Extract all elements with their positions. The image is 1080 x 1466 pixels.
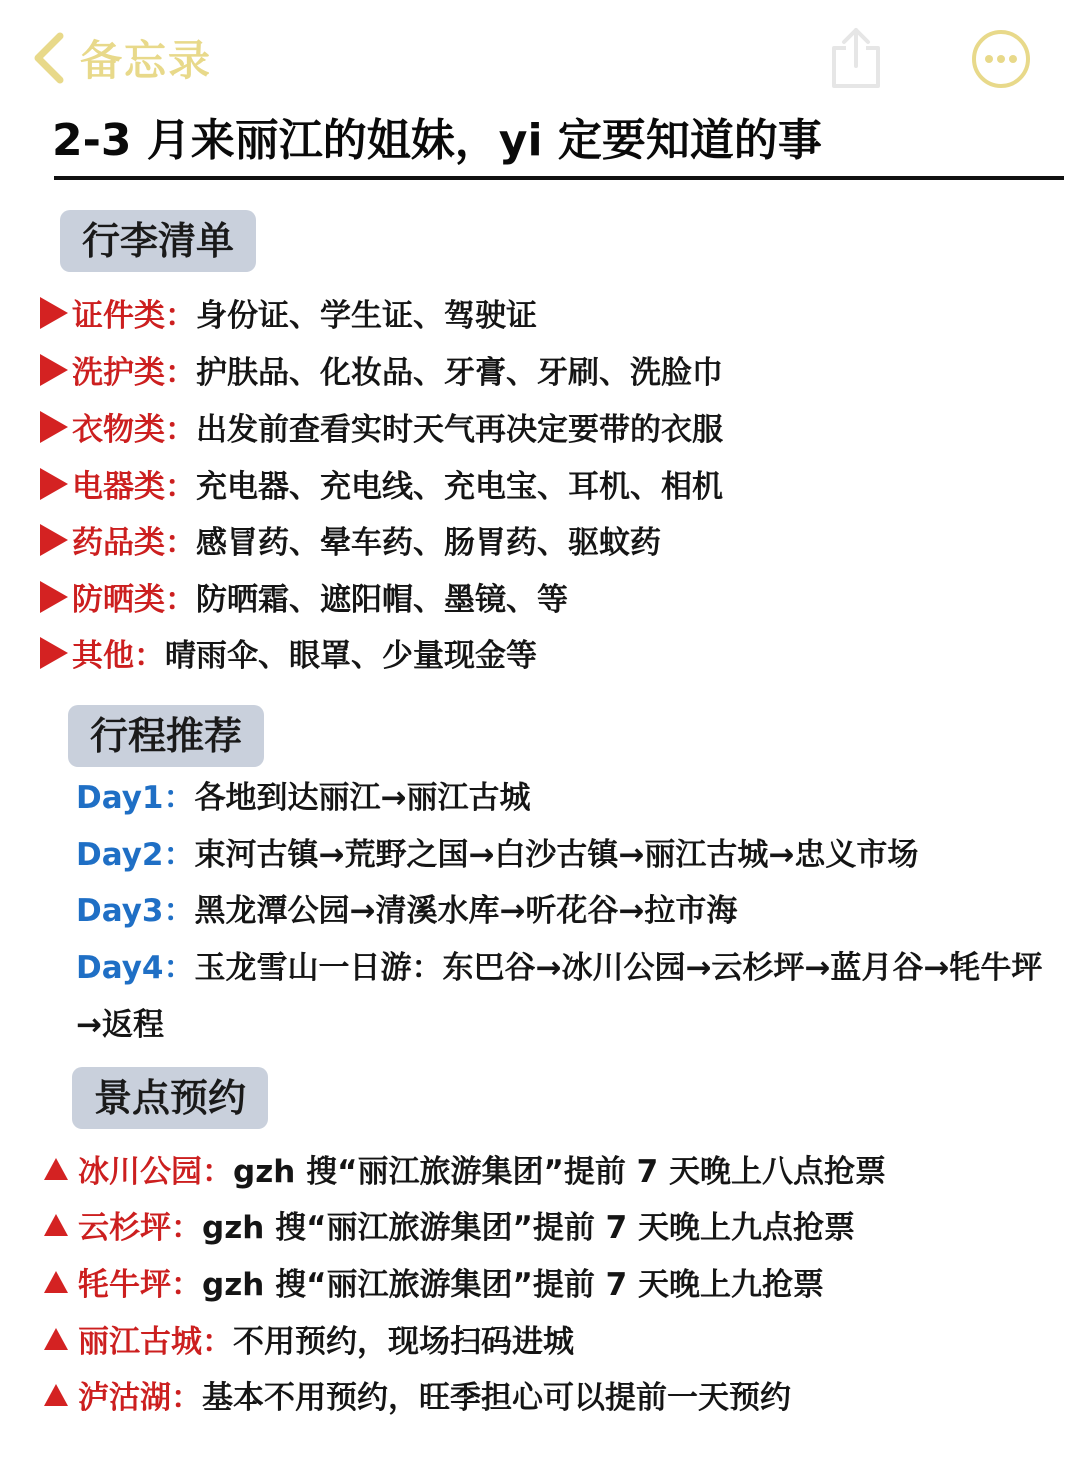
item-value: gzh 搜“丽江旅游集团”提前 7 天晚上九点抢票 [202,1210,855,1246]
back-button[interactable] [30,28,212,88]
section-heading-booking: 景点预约 [72,1067,268,1129]
item-category: 药品类： [72,525,196,561]
more-icon [970,28,1032,90]
title-divider [54,176,1064,180]
item-value: 防晒霜、遮阳帽、墨镜、等 [196,582,568,618]
item-category: 证件类： [72,298,196,334]
section-heading-itinerary: 行程推荐 [68,705,264,767]
item-value: 充电器、充电线、充电宝、耳机、相机 [196,469,723,505]
list-item [40,517,661,562]
triangle-right-icon [40,524,68,556]
list-item [40,1202,855,1247]
item-value: 感冒药、晕车药、肠胃药、驱蚊药 [196,525,661,561]
triangle-up-icon [44,1271,68,1293]
list-item [40,1146,886,1191]
item-value: 护肤品、化妆品、牙膏、牙刷、洗脸巾 [196,355,723,391]
triangle-right-icon [40,354,68,386]
item-category: 云杉坪： [78,1210,202,1246]
itinerary-day [76,940,1056,1054]
list-item [40,347,723,392]
triangle-up-icon [44,1328,68,1350]
item-category: 牦牛坪： [78,1267,202,1303]
triangle-right-icon [40,297,68,329]
item-value: 不用预约，现场扫码进城 [233,1324,574,1360]
item-category: 电器类： [72,469,196,505]
list-item [40,404,723,449]
item-category: 洗护类： [72,355,196,391]
section-heading-luggage: 行李清单 [60,210,256,272]
triangle-up-icon [44,1384,68,1406]
item-category: 衣物类： [72,412,196,448]
triangle-right-icon [40,581,68,613]
item-category: 丽江古城： [78,1324,233,1360]
list-item [40,290,537,335]
list-item [40,1316,574,1361]
triangle-up-icon [44,1158,68,1180]
triangle-up-icon [44,1214,68,1236]
day-label: Day4： [76,950,195,986]
day-route: 束河古镇→荒野之国→白沙古镇→丽江古城→忠义市场 [194,837,919,873]
triangle-right-icon [40,468,68,500]
list-item [40,574,568,619]
list-item [40,461,723,506]
item-value: 出发前查看实时天气再决定要带的衣服 [196,412,723,448]
day-route: 玉龙雪山一日游：东巴谷→冰川公园→云杉坪→蓝月谷→牦牛坪→返程 [76,950,1043,1043]
day-label: Day2： [76,837,195,873]
back-label: 备忘录 [80,36,213,85]
item-value: 基本不用预约，旺季担心可以提前一天预约 [202,1380,791,1416]
day-route: 各地到达丽江→丽江古城 [194,780,531,816]
top-bar [0,0,1080,110]
day-route: 黑龙潭公园→清溪水库→听花谷→拉市海 [194,893,738,929]
item-category: 冰川公园： [78,1154,233,1190]
itinerary-day [76,770,1056,827]
item-value: 晴雨伞、眼罩、少量现金等 [165,638,537,674]
share-icon [828,24,884,90]
day-label: Day3： [76,893,195,929]
item-value: gzh 搜“丽江旅游集团”提前 7 天晚上九抢票 [202,1267,824,1303]
share-button[interactable] [828,24,884,94]
chevron-left-icon [30,30,66,86]
triangle-right-icon [40,637,68,669]
day-label: Day1： [76,780,195,816]
list-item [40,630,537,675]
itinerary-day [76,883,1056,940]
note-title: 2-3 月来丽江的姐妹，yi 定要知道的事 [52,115,822,166]
item-category: 其他： [72,638,165,674]
item-category: 防晒类： [72,582,196,618]
item-value: 身份证、学生证、驾驶证 [196,298,537,334]
itinerary-day [76,827,1056,884]
item-value: gzh 搜“丽江旅游集团”提前 7 天晚上八点抢票 [233,1154,886,1190]
item-category: 泸沽湖： [78,1380,202,1416]
list-item [40,1372,791,1417]
list-item [40,1259,824,1304]
more-button[interactable] [970,28,1032,94]
triangle-right-icon [40,411,68,443]
